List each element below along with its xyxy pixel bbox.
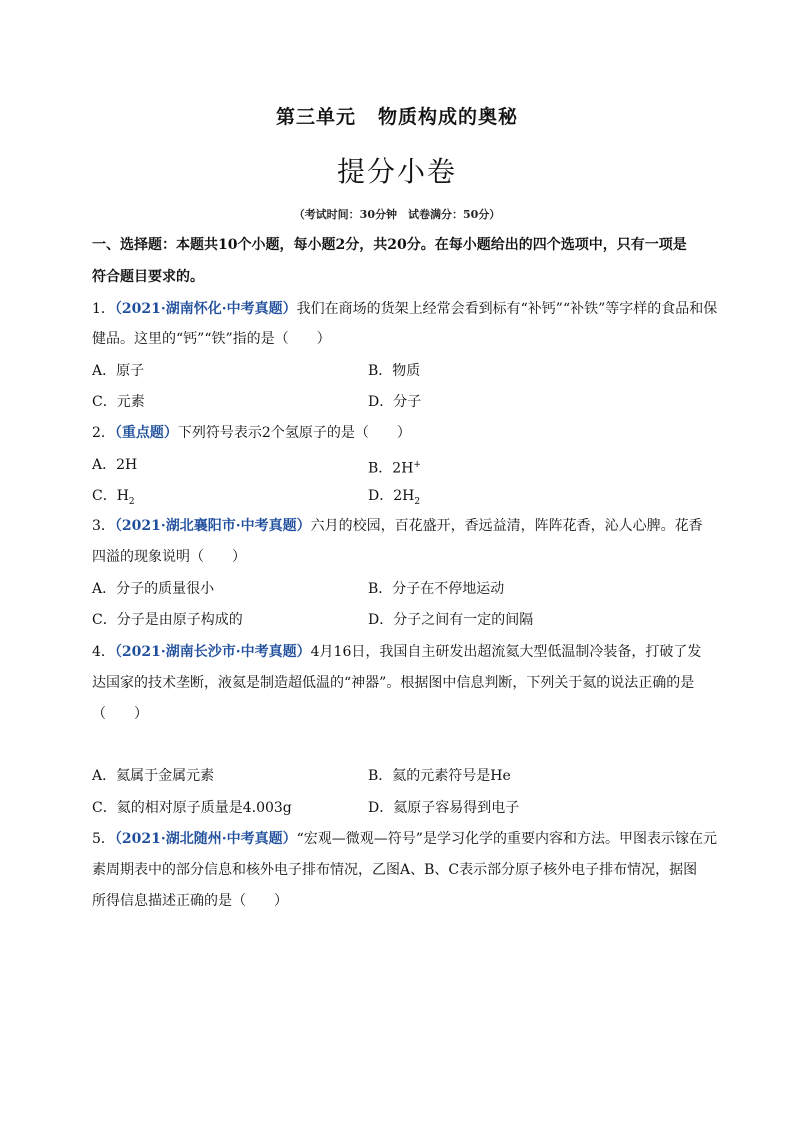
question-2-number: 2． [92, 425, 115, 441]
question-1-text-1: 我们在商场的货架上经常会看到标有“补钙”“补铁”等字样的食品和保 [296, 301, 718, 317]
question-1-source-tag: （2021·湖南怀化·中考真题） [114, 301, 297, 317]
question-2-option-b-charge: + [413, 460, 421, 470]
question-3-line-2: 四溢的现象说明（ ） [92, 549, 246, 565]
question-5-text-1: “宏观—微观—符号”是学习化学的重要内容和方法。甲图表示镓在元 [296, 831, 717, 847]
question-5-line-1 [92, 830, 717, 848]
question-2-option-c [92, 487, 135, 511]
question-1-option-d: D．分子 [368, 394, 422, 410]
unit-topic: 物质构成的奥秘 [378, 106, 519, 128]
question-4-option-d: D．氦原子容易得到电子 [368, 800, 520, 816]
question-2-line-1 [92, 424, 712, 442]
exam-info: （考试时间：30分钟 试卷满分：50分） [293, 208, 501, 221]
question-1-number: 1． [92, 301, 115, 317]
section-instruction-line-1: 一、选择题：本题共10个小题，每小题2分，共20分。在每小题给出的四个选项中，只有一项是 [92, 237, 687, 253]
question-2-option-c-subscript: 2 [128, 496, 135, 507]
question-5-line-2: 素周期表中的部分信息和核外电子排布情况，乙图A、B、C表示部分原子核外电子排布情况，据图 [92, 862, 698, 878]
question-2-option-c-text: C．H [92, 488, 129, 504]
question-4-line-1 [92, 643, 712, 661]
question-3-line-1 [92, 517, 712, 535]
question-5-line-3: 所得信息描述正确的是（ ） [92, 893, 288, 909]
question-2-option-b [368, 456, 421, 478]
question-3-option-c: C．分子是由原子构成的 [92, 612, 243, 628]
question-4-option-a: A．氦属于金属元素 [92, 768, 215, 784]
question-3-text-1: 六月的校园，百花盛开，香远益清，阵阵花香，沁人心脾。花香 [310, 518, 703, 534]
question-2-option-d-text: D．2H [368, 488, 415, 504]
question-4-number: 4． [92, 644, 115, 660]
question-5-number: 5． [92, 831, 115, 847]
question-2-option-a: A．2H [92, 457, 138, 473]
question-1-option-b: B．物质 [368, 363, 421, 379]
question-1-option-c: C．元素 [92, 394, 145, 410]
unit-title [0, 102, 794, 129]
question-4-line-2: 达国家的技术垄断，液氦是制造超低温的“神器”。根据图中信息判断，下列关于氦的说法正确的是 [92, 675, 695, 691]
question-3-option-a: A．分子的质量很小 [92, 581, 215, 597]
question-2-option-d [368, 487, 420, 511]
question-4-source-tag: （2021·湖南长沙市·中考真题） [114, 644, 311, 660]
question-4-text-1: 4月16日，我国自主研发出超流氦大型低温制冷装备，打破了发 [310, 644, 702, 660]
question-1-line-2: 健品。这里的“钙”“铁”指的是（ ） [92, 331, 331, 347]
paper-title: 提分小卷 [336, 155, 457, 188]
question-4-line-3: （ ） [92, 706, 148, 722]
question-2-option-b-text: B．2H [368, 460, 414, 477]
question-3-source-tag: （2021·湖北襄阳市·中考真题） [114, 518, 311, 534]
section-instruction-line-2: 符合题目要求的。 [92, 269, 204, 285]
unit-number: 第三单元 [275, 106, 356, 128]
question-2-text-1: 下列符号表示2个氢原子的是（ ） [177, 425, 411, 441]
question-3-option-b: B．分子在不停地运动 [368, 581, 505, 597]
question-3-option-d: D．分子之间有一定的间隔 [368, 612, 534, 628]
question-1-line-1 [92, 300, 718, 318]
question-5-source-tag: （2021·湖北随州·中考真题） [114, 831, 297, 847]
question-3-number: 3． [92, 518, 115, 534]
question-2-source-tag: （重点题） [114, 425, 178, 441]
question-4-option-c: C．氦的相对原子质量是4.003g [92, 800, 292, 816]
question-1-option-a: A．原子 [92, 363, 145, 379]
question-2-option-d-subscript: 2 [414, 496, 421, 507]
question-4-option-b: B．氦的元素符号是He [368, 768, 511, 784]
